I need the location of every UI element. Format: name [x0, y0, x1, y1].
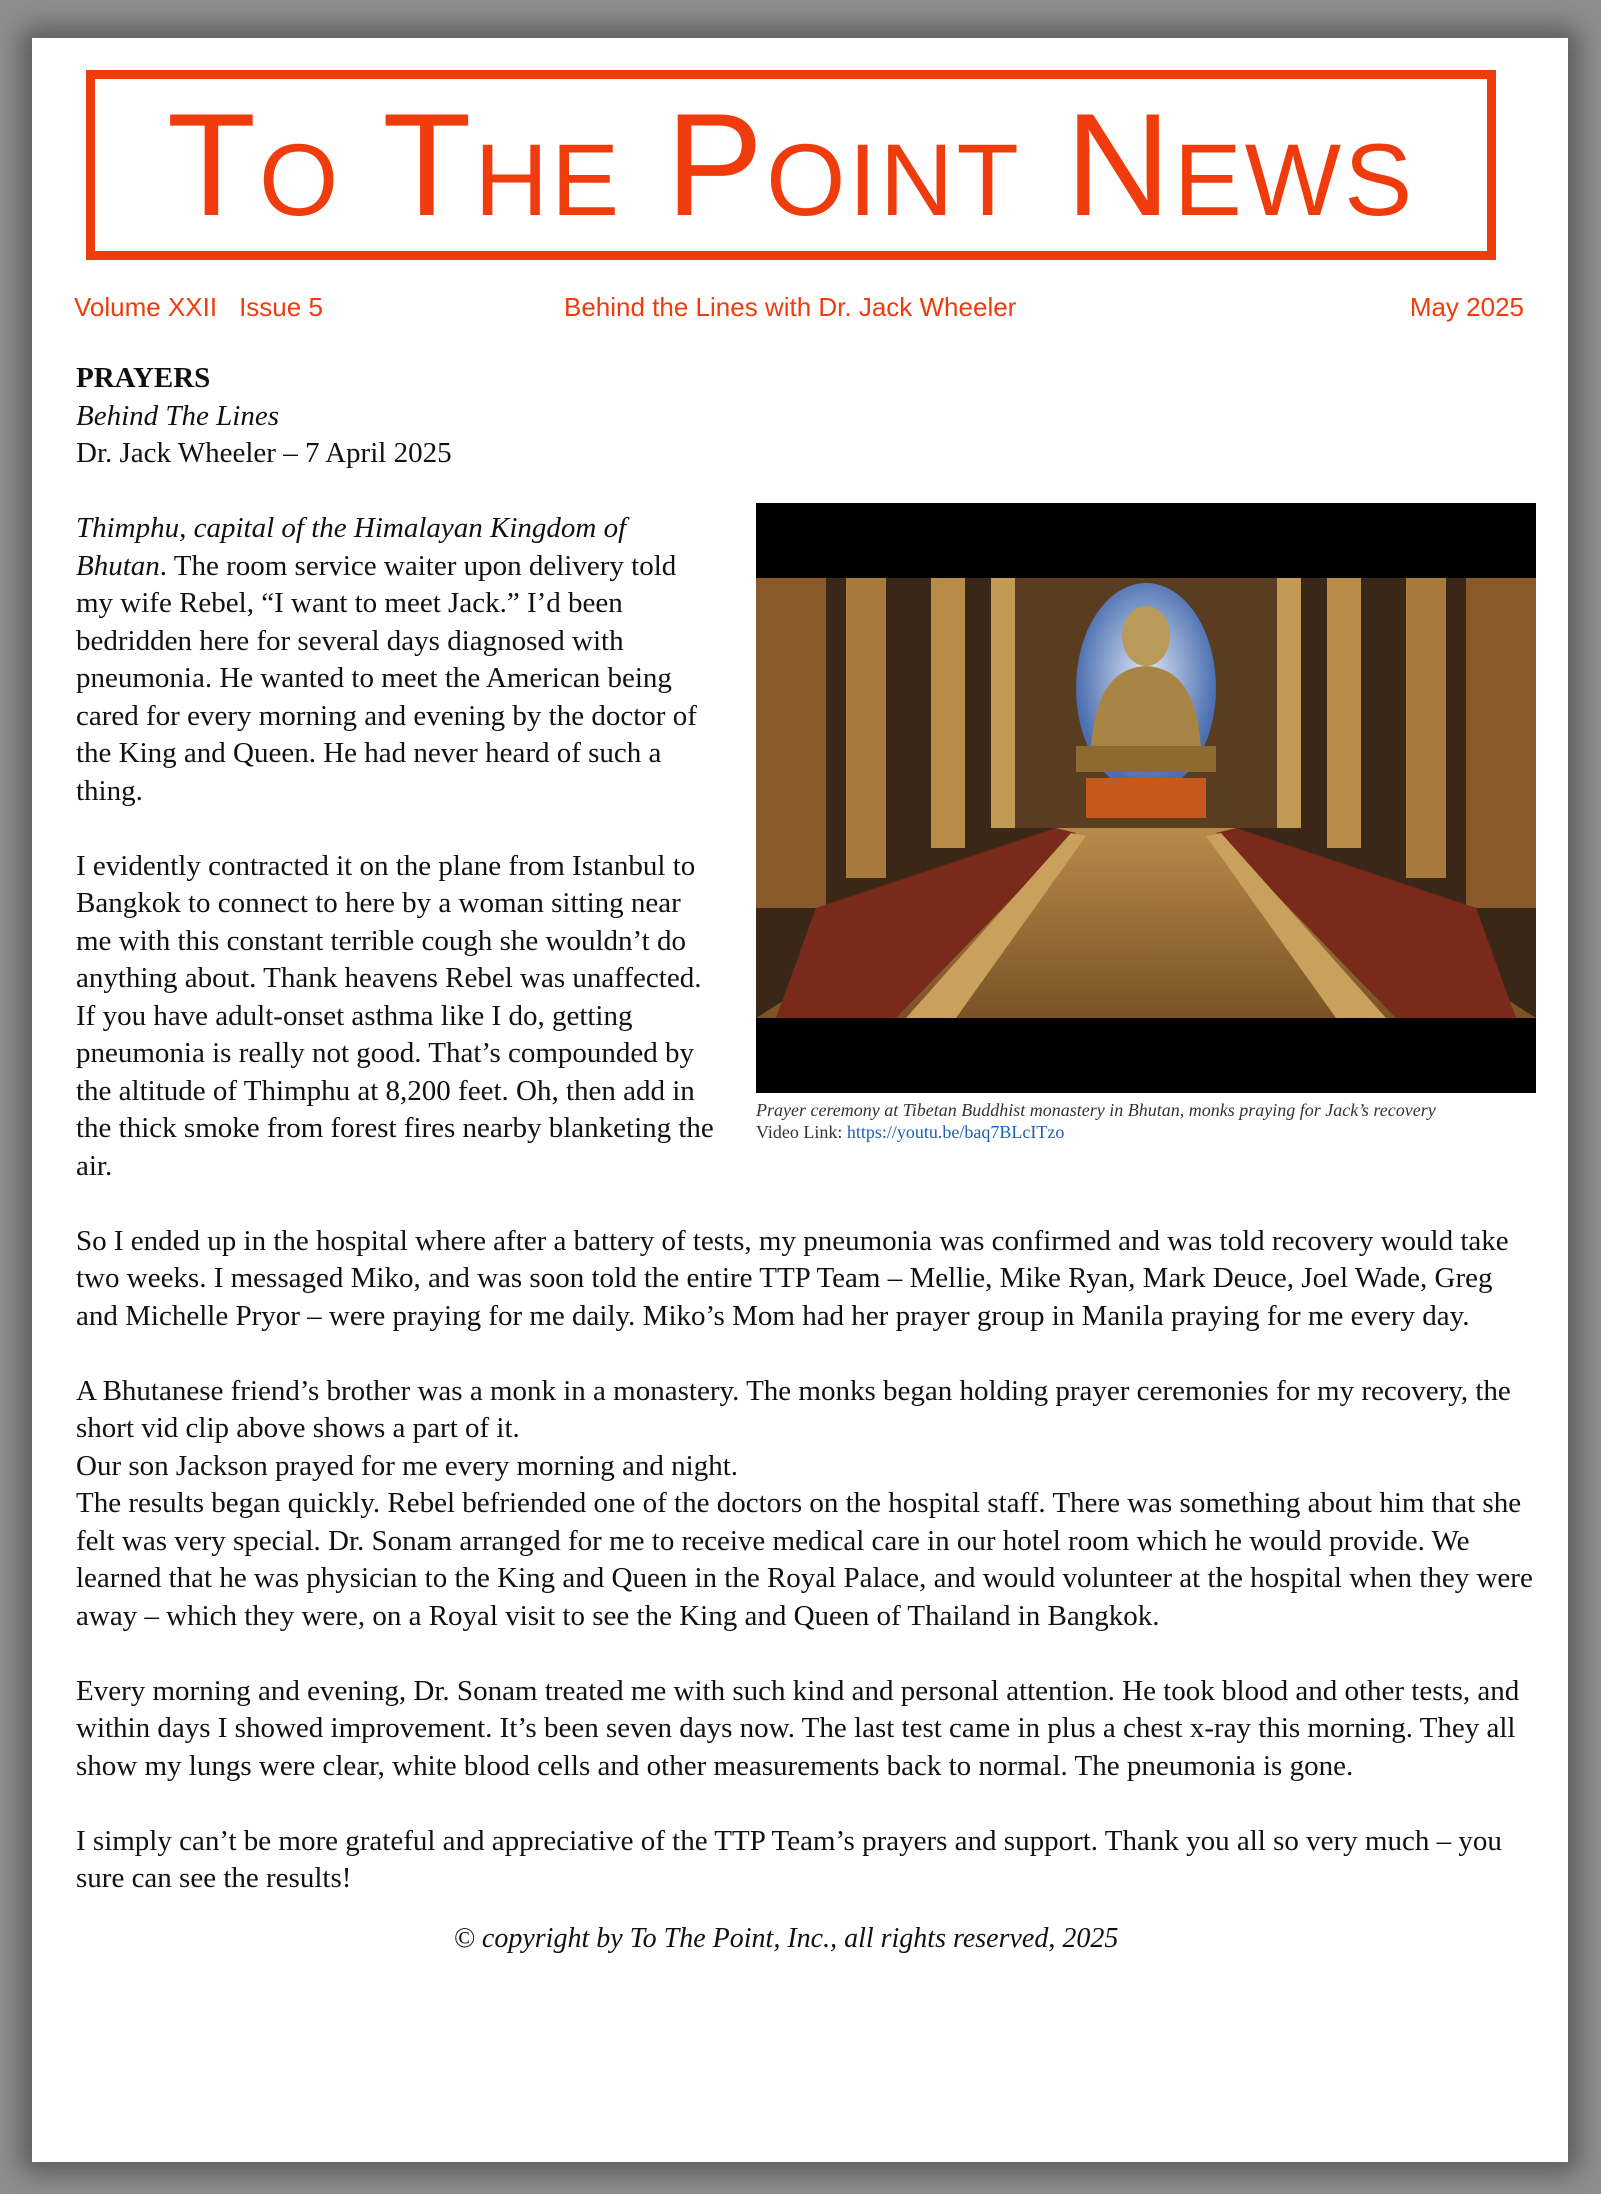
issue-label: Issue 5	[239, 292, 323, 322]
figure-caption: Prayer ceremony at Tibetan Buddhist monastery in Bhutan, monks praying for Jack’s recovery	[756, 1099, 1436, 1120]
pillar-left-2	[846, 578, 886, 878]
video-link-label: Video Link:	[756, 1121, 843, 1142]
masthead-title: To The Point News	[166, 83, 1416, 246]
subhead-bar	[74, 292, 1524, 326]
paragraph-4a: A Bhutanese friend’s brother was a monk in a monastery. The monks began holding prayer ceremonies for my recovery, the short vid clip above shows a part of it.	[76, 1374, 1511, 1444]
article-headline: PRAYERS	[76, 362, 211, 394]
buddha-head	[1122, 606, 1170, 666]
altar-table	[1086, 778, 1206, 818]
intro-text: . The room service waiter upon delivery told my wife Rebel, “I want to meet Jack.” I’d been bedridden here for several days diagnosed with pneumonia. He wanted to meet the American being cared for every morning and evening by the doctor of the King and Queen. He had never heard of such a thing.	[76, 549, 697, 807]
article-byline: Dr. Jack Wheeler – 7 April 2025	[76, 437, 452, 469]
paragraph-4c: The results began quickly. Rebel befriended one of the doctors on the hospital staff. There was something about him that she felt was very special. Dr. Sonam arranged for me to receive medical care in our hotel room which he would provide. We learned that he was physician to the King and Queen in the Royal Palace, and would volunteer at the hospital when they were away – which they were, on a Royal visit to see the King and Queen of Thailand in Bangkok.	[76, 1487, 1533, 1632]
volume-issue	[74, 292, 323, 323]
intro-location: Thimphu, capital of the Himalayan Kingdom of Bhutan	[76, 512, 627, 582]
pillar-right-2	[1406, 578, 1446, 878]
video-figure	[756, 503, 1536, 1143]
masthead	[86, 70, 1496, 260]
video-player[interactable]	[756, 503, 1536, 1093]
copyright-notice: © copyright by To The Point, Inc., all rights reserved, 2025	[453, 1922, 1119, 1954]
issue-date: May 2025	[1409, 292, 1524, 322]
paragraph-4b: Our son Jackson prayed for me every morning and night.	[76, 1449, 739, 1482]
article	[76, 360, 1536, 1957]
paragraph-5: Every morning and evening, Dr. Sonam treated me with such kind and personal attention. He took blood and other tests, and within days I showed improvement. It’s been seven days now. The last test came in plus a chest x-ray this morning. They all show my lungs were clear, white blood cells and other measurements back to normal. The pneumonia is gone.	[76, 1674, 1520, 1782]
monastery-video-frame	[756, 578, 1536, 1018]
pillar-left-1	[756, 578, 826, 908]
paragraph-2: I evidently contracted it on the plane from Istanbul to Bangkok to connect to here by a woman sitting near me with this constant terrible cough she wouldn’t do anything about. Thank heavens Rebel was unaffected. If you have adult-onset asthma like I do, getting pneumonia is really not good. That’s compounded by the altitude of Thimphu at 8,200 feet. Oh, then add in the thick smoke from forest fires nearby blanketing the air.	[76, 849, 714, 1182]
pillar-left-4	[991, 578, 1015, 828]
article-section: Behind The Lines	[76, 399, 279, 432]
paragraph-3: So I ended up in the hospital where after a battery of tests, my pneumonia was confirmed and was told recovery would take two weeks. I messaged Miko, and was soon told the entire TTP Team – Mellie, Mike Ryan, Mark Deuce, Joel Wade, Greg and Michelle Pryor – were praying for me daily. Miko’s Mom had her prayer group in Manila praying for me every day.	[76, 1224, 1509, 1332]
pillar-left-3	[931, 578, 965, 848]
column-title: Behind the Lines with Dr. Jack Wheeler	[564, 292, 1017, 322]
video-link[interactable]: https://youtu.be/baq7BLcITzo	[846, 1121, 1065, 1142]
volume-label: Volume XXII	[74, 292, 218, 322]
statue-base	[1076, 746, 1216, 772]
paragraph-6: I simply can’t be more grateful and appreciative of the TTP Team’s prayers and support. Thank you all so very much – you sure can see the results!	[76, 1824, 1502, 1894]
newsletter-page	[32, 38, 1568, 2162]
video-link-row	[756, 1121, 1536, 1143]
pillar-right-1	[1466, 578, 1536, 908]
pillar-right-3	[1327, 578, 1361, 848]
pillar-right-4	[1277, 578, 1301, 828]
